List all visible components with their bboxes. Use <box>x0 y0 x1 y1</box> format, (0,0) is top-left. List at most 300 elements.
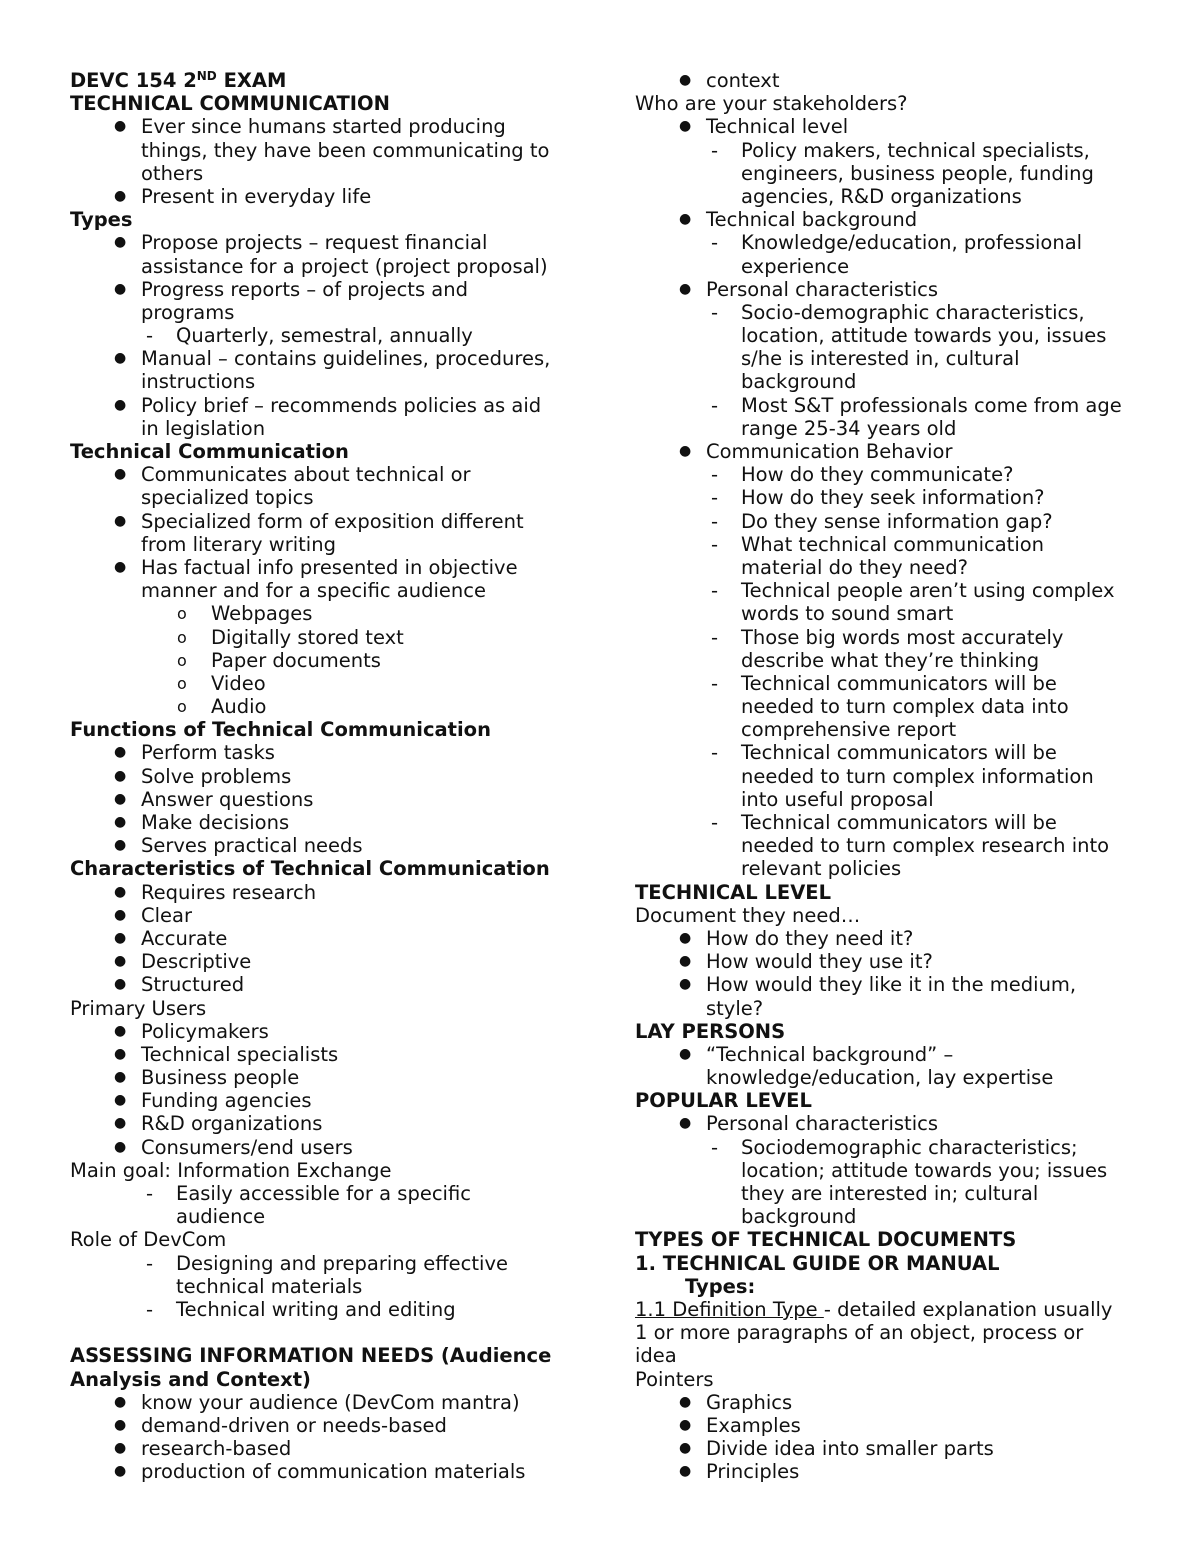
dash-item <box>70 1252 570 1275</box>
line-text: Technical communicators will be <box>741 671 1057 695</box>
bullet-continuation <box>70 139 570 162</box>
line-text: Personal characteristics <box>706 277 938 301</box>
dash-icon: - <box>711 300 719 324</box>
bullet-item <box>70 834 570 857</box>
bullet-icon: ● <box>679 118 692 135</box>
dash-continuation <box>635 556 1135 579</box>
dash-icon: - <box>711 741 719 765</box>
line-text: manner and for a specific audience <box>141 579 486 603</box>
bullet-icon: ● <box>679 953 692 970</box>
line-text: Designing and preparing effective <box>176 1251 508 1275</box>
dash-icon: - <box>711 579 719 603</box>
line-text: Manual – contains guidelines, procedures, <box>141 347 551 371</box>
bullet-icon: ● <box>114 350 127 367</box>
line-text: needed to turn complex research into <box>741 834 1110 858</box>
line-text: 1 or more paragraphs of an object, process or <box>635 1321 1084 1345</box>
text-line <box>635 904 1135 927</box>
line-text: Examples <box>706 1413 801 1437</box>
line-text: Progress reports – of projects and <box>141 277 468 301</box>
bullet-item <box>70 1089 570 1112</box>
text-line <box>635 1298 1135 1321</box>
line-text: R&D organizations <box>141 1112 323 1136</box>
line-text: Communication Behavior <box>706 440 953 463</box>
bullet-item <box>70 115 570 138</box>
bullet-item <box>70 904 570 927</box>
line-text: research-based <box>141 1437 292 1461</box>
dash-item <box>635 510 1135 533</box>
section-heading <box>70 1344 570 1367</box>
line-text: demand-driven or needs-based <box>141 1413 447 1437</box>
dash-item <box>635 1136 1135 1159</box>
bullet-icon: ● <box>679 280 692 297</box>
line-text: instructions <box>141 370 256 394</box>
bullet-icon: ● <box>679 1463 692 1480</box>
line-text: context <box>706 69 780 92</box>
bullet-icon: ● <box>114 1393 127 1410</box>
bullet-item <box>70 231 570 254</box>
bullet-item <box>70 1460 570 1483</box>
superscript: ND <box>196 69 217 83</box>
line-text: specialized topics <box>141 486 314 510</box>
circle-bullet-icon: o <box>177 697 187 717</box>
line-text: experience <box>741 254 850 278</box>
bullet-icon: ● <box>114 118 127 135</box>
bullet-icon: ● <box>114 512 127 529</box>
bullet-icon: ● <box>114 953 127 970</box>
line-text: style? <box>706 996 764 1020</box>
section-heading <box>70 69 570 92</box>
subsection-heading <box>635 1275 1135 1298</box>
line-text: Perform tasks <box>141 741 275 765</box>
line-text: material do they need? <box>741 555 968 579</box>
line-text: range 25-34 years old <box>741 416 957 440</box>
line-text: Has factual info presented in objective <box>141 555 518 579</box>
section-heading <box>70 1368 570 1391</box>
bullet-icon: ● <box>114 1092 127 1109</box>
dash-continuation <box>70 1205 570 1228</box>
bullet-item <box>70 278 570 301</box>
bullet-icon: ● <box>679 211 692 228</box>
circle-item <box>70 602 570 625</box>
line-text: TECHNICAL COMMUNICATION <box>70 92 390 116</box>
bullet-item <box>70 394 570 417</box>
bullet-icon: ● <box>679 1393 692 1410</box>
section-heading <box>70 208 570 231</box>
bullet-item <box>70 1112 570 1135</box>
line-text: Knowledge/education, professional <box>741 231 1083 255</box>
line-text: needed to turn complex data into <box>741 695 1069 719</box>
line-text: Consumers/end users <box>141 1135 353 1159</box>
line-text: Role of DevCom <box>70 1228 227 1252</box>
line-text: Functions of Technical Communication <box>70 718 491 742</box>
line-text: things, they have been communicating to <box>141 138 550 162</box>
bullet-icon: ● <box>114 1045 127 1062</box>
dash-continuation <box>635 1182 1135 1205</box>
line-text: Answer questions <box>141 787 314 811</box>
dash-continuation <box>635 324 1135 347</box>
bullet-item <box>70 741 570 764</box>
bullet-item <box>70 1136 570 1159</box>
line-text: needed to turn complex information <box>741 764 1094 788</box>
bullet-item <box>635 1414 1135 1437</box>
bullet-continuation <box>70 162 570 185</box>
line-text: Clear <box>141 903 192 927</box>
circle-item <box>70 695 570 718</box>
line-text: from literary writing <box>141 532 336 556</box>
dash-icon: - <box>711 625 719 649</box>
circle-bullet-icon: o <box>177 627 187 647</box>
line-text: Serves practical needs <box>141 834 363 858</box>
line-text: Funding agencies <box>141 1089 312 1113</box>
line-text: assistance for a project (project proposal) <box>141 254 548 278</box>
line-text: location, attitude towards you, issues <box>741 324 1107 348</box>
line-text: Business people <box>141 1066 300 1090</box>
dash-item <box>635 139 1135 162</box>
line-text: Policy makers, technical specialists, <box>741 138 1090 162</box>
line-text: engineers, business people, funding <box>741 161 1094 185</box>
line-text: Types: <box>685 1274 756 1298</box>
line-text: background <box>741 1205 857 1229</box>
line-text: Technical communicators will be <box>741 741 1057 765</box>
text-run: DEVC 154 2 <box>70 69 197 92</box>
dash-icon: - <box>711 671 719 695</box>
bullet-continuation <box>70 579 570 602</box>
line-text: Principles <box>706 1460 800 1484</box>
section-heading <box>635 1020 1135 1043</box>
bullet-icon: ● <box>114 1463 127 1480</box>
bullet-item <box>635 1437 1135 1460</box>
bullet-icon: ● <box>114 1440 127 1457</box>
line-text: words to sound smart <box>741 602 954 626</box>
bullet-item <box>635 1460 1135 1483</box>
dash-icon: - <box>711 231 719 255</box>
line-text: Types <box>70 208 133 232</box>
bullet-continuation <box>70 255 570 278</box>
line-text: Personal characteristics <box>706 1112 938 1136</box>
line-text: TYPES OF TECHNICAL DOCUMENTS <box>635 1228 1017 1252</box>
bullet-item <box>70 765 570 788</box>
line-text: s/he is interested in, cultural <box>741 347 1020 371</box>
section-heading <box>635 1089 1135 1112</box>
bullet-icon: ● <box>114 466 127 483</box>
bullet-item <box>70 1391 570 1414</box>
bullet-icon: ● <box>114 744 127 761</box>
line-text: Policymakers <box>141 1019 269 1043</box>
line-text: Solve problems <box>141 764 292 788</box>
line-text: programs <box>141 300 235 324</box>
line-text: Specialized form of exposition different <box>141 509 524 533</box>
bullet-continuation <box>70 417 570 440</box>
circle-item <box>70 626 570 649</box>
line-text: POPULAR LEVEL <box>635 1089 812 1113</box>
bullet-icon: ● <box>114 767 127 784</box>
bullet-item <box>70 1043 570 1066</box>
bullet-item <box>635 973 1135 996</box>
line-text: Main goal: Information Exchange <box>70 1158 392 1182</box>
bullet-icon: ● <box>679 72 692 88</box>
line-text: into useful proposal <box>741 787 934 811</box>
bullet-icon: ● <box>679 1045 692 1062</box>
section-heading <box>635 881 1135 904</box>
bullet-icon: ● <box>114 396 127 413</box>
bullet-icon: ● <box>114 837 127 854</box>
dash-icon: - <box>711 509 719 533</box>
circle-item <box>70 649 570 672</box>
bullet-icon: ● <box>679 1416 692 1433</box>
bullet-icon: ● <box>114 1416 127 1433</box>
dash-icon: - <box>711 486 719 510</box>
line-text: describe what they’re thinking <box>741 648 1040 672</box>
bullet-item <box>70 1066 570 1089</box>
bullet-icon: ● <box>114 187 127 204</box>
line-text: Policy brief – recommends policies as aid <box>141 393 542 417</box>
dash-item <box>635 394 1135 417</box>
line-text: How do they communicate? <box>741 463 1014 487</box>
line-text: Pointers <box>635 1367 714 1391</box>
line-text: Communicates about technical or <box>141 463 471 487</box>
line-text: Descriptive <box>141 950 252 974</box>
line-text: Digitally stored text <box>211 625 404 649</box>
line-text: Structured <box>141 973 245 997</box>
line-text: Technical communicators will be <box>741 811 1057 834</box>
bullet-icon: ● <box>114 234 127 251</box>
circle-bullet-icon: o <box>177 604 187 624</box>
bullet-icon: ● <box>114 790 127 807</box>
line-text: LAY PERSONS <box>635 1019 786 1043</box>
dash-item <box>635 626 1135 649</box>
line-text: comprehensive report <box>741 718 957 742</box>
section-heading <box>70 857 570 880</box>
bullet-item <box>70 463 570 486</box>
line-text: How do they need it? <box>706 926 914 950</box>
bullet-icon: ● <box>679 929 692 946</box>
line-text: Ever since humans started producing <box>141 115 506 139</box>
bullet-continuation <box>70 301 570 324</box>
dash-item <box>635 231 1135 254</box>
bullet-icon: ● <box>114 558 127 575</box>
line-text: Paper documents <box>211 648 381 672</box>
line-text: 1. TECHNICAL GUIDE OR MANUAL <box>635 1251 1000 1275</box>
line-text: Audio <box>211 695 267 719</box>
line-text: Easily accessible for a specific <box>176 1182 471 1205</box>
line-text: Present in everyday life <box>141 184 372 208</box>
dash-item <box>70 324 570 347</box>
dash-continuation <box>635 857 1135 880</box>
bullet-item <box>70 347 570 370</box>
dash-continuation <box>635 417 1135 440</box>
line-text: Graphics <box>706 1390 793 1414</box>
right-column <box>635 69 1135 1483</box>
line-text: How do they seek information? <box>741 486 1045 510</box>
dash-continuation <box>635 255 1135 278</box>
line-text: Most S&T professionals come from age <box>741 393 1122 417</box>
line-text: Webpages <box>211 602 313 626</box>
section-heading <box>635 1252 1135 1275</box>
dash-continuation <box>635 162 1135 185</box>
bullet-icon: ● <box>114 814 127 830</box>
bullet-item <box>635 208 1135 231</box>
dash-item <box>70 1182 570 1205</box>
line-text: ASSESSING INFORMATION NEEDS (Audience <box>70 1344 552 1368</box>
dash-continuation <box>635 718 1135 741</box>
bullet-icon: ● <box>114 1022 127 1039</box>
section-heading <box>635 1228 1135 1251</box>
circle-bullet-icon: o <box>177 650 187 670</box>
line-text: they are interested in; cultural <box>741 1182 1039 1205</box>
bullet-icon: ● <box>679 1115 692 1132</box>
text-line <box>70 997 570 1020</box>
line-text: Do they sense information gap? <box>741 509 1053 533</box>
bullet-item <box>635 1391 1135 1414</box>
bullet-continuation <box>70 533 570 556</box>
text-line <box>635 92 1135 115</box>
bullet-item <box>70 973 570 996</box>
bullet-item <box>70 927 570 950</box>
dash-icon: - <box>711 811 719 834</box>
dash-icon: - <box>711 393 719 417</box>
line-text: Technical level <box>706 115 849 139</box>
line-text: location; attitude towards you; issues <box>741 1158 1108 1182</box>
line-text: Technical people aren’t using complex <box>741 579 1115 603</box>
bullet-item <box>635 1112 1135 1135</box>
text-run: EXAM <box>216 69 287 92</box>
dash-continuation <box>70 1275 570 1298</box>
line-text: idea <box>635 1344 677 1368</box>
dash-item <box>70 1298 570 1321</box>
line-text: Accurate <box>141 926 228 950</box>
dash-item <box>635 533 1135 556</box>
line-text: background <box>741 370 857 394</box>
bullet-icon: ● <box>114 1138 127 1155</box>
bullet-item <box>70 811 570 834</box>
text-line <box>635 1321 1135 1344</box>
line-text: What technical communication <box>741 532 1045 556</box>
bullet-item <box>70 556 570 579</box>
bullet-item <box>70 1437 570 1460</box>
bullet-item <box>70 788 570 811</box>
line-text: Primary Users <box>70 996 207 1020</box>
line-text: Technical background <box>706 208 918 232</box>
bullet-icon: ● <box>114 883 127 900</box>
dash-continuation <box>635 347 1135 370</box>
dash-icon: - <box>711 138 719 162</box>
dash-continuation <box>635 695 1135 718</box>
line-text: How would they like it in the medium, <box>706 973 1077 997</box>
dash-continuation <box>635 1159 1135 1182</box>
dash-item <box>635 672 1135 695</box>
bullet-item <box>635 69 1135 92</box>
line-text: Quarterly, semestral, annually <box>176 324 473 348</box>
bullet-icon: ● <box>114 280 127 297</box>
circle-bullet-icon: o <box>177 673 187 693</box>
circle-item <box>70 672 570 695</box>
dash-item <box>635 811 1135 834</box>
line-text: Technical specialists <box>141 1042 339 1066</box>
dash-item <box>635 301 1135 324</box>
dash-icon: - <box>146 1251 154 1275</box>
line-text: Document they need… <box>635 903 861 927</box>
bullet-item <box>635 440 1135 463</box>
line-text: relevant policies <box>741 857 902 881</box>
dash-continuation <box>635 1205 1135 1228</box>
line-text: knowledge/education, lay expertise <box>706 1066 1054 1090</box>
bullet-item <box>635 927 1135 950</box>
section-heading <box>70 440 570 463</box>
line-text: audience <box>176 1205 266 1229</box>
left-column <box>70 69 570 1483</box>
dash-continuation <box>635 649 1135 672</box>
dash-icon: - <box>146 324 154 348</box>
bullet-item <box>635 278 1135 301</box>
blank-line <box>70 1321 570 1344</box>
line-text: Technical writing and editing <box>176 1297 456 1321</box>
line-text: Characteristics of Technical Communication <box>70 857 550 881</box>
bullet-continuation <box>70 370 570 393</box>
line-text: in legislation <box>141 416 266 440</box>
line-text: Requires research <box>141 880 317 904</box>
text-line <box>635 1368 1135 1391</box>
line-text: How would they use it? <box>706 950 933 974</box>
dash-continuation <box>635 602 1135 625</box>
bullet-icon: ● <box>114 1115 127 1132</box>
section-heading <box>70 92 570 115</box>
bullet-item <box>70 185 570 208</box>
text-line <box>70 1159 570 1182</box>
bullet-item <box>635 950 1135 973</box>
dash-icon: - <box>146 1297 154 1321</box>
line-text: TECHNICAL LEVEL <box>635 880 832 904</box>
text-run: - detailed explanation usually <box>823 1297 1113 1321</box>
text-run: 1.1 Definition Type <box>635 1297 824 1321</box>
dash-item <box>635 741 1135 764</box>
line-text: know your audience (DevCom mantra) <box>141 1390 520 1414</box>
bullet-icon: ● <box>679 976 692 993</box>
line-text: agencies, R&D organizations <box>741 184 1022 208</box>
bullet-item <box>70 1414 570 1437</box>
bullet-item <box>635 115 1135 138</box>
bullet-icon: ● <box>679 443 692 459</box>
line-text: others <box>141 161 204 185</box>
bullet-icon: ● <box>679 1440 692 1457</box>
dash-continuation <box>635 834 1135 857</box>
text-line <box>635 1344 1135 1367</box>
bullet-item <box>70 510 570 533</box>
dash-continuation <box>635 370 1135 393</box>
line-text: Who are your stakeholders? <box>635 92 908 116</box>
line-text: Socio-demographic characteristics, <box>741 300 1085 324</box>
dash-item <box>635 486 1135 509</box>
line-text: Sociodemographic characteristics; <box>741 1135 1078 1159</box>
line-text: production of communication materials <box>141 1460 526 1484</box>
dash-icon: - <box>146 1182 154 1205</box>
bullet-icon: ● <box>114 906 127 923</box>
dash-continuation <box>635 765 1135 788</box>
bullet-item <box>635 1043 1135 1066</box>
line-text: Technical Communication <box>70 440 349 463</box>
line-text: Analysis and Context) <box>70 1367 311 1391</box>
bullet-item <box>70 1020 570 1043</box>
bullet-item <box>70 950 570 973</box>
dash-icon: - <box>711 463 719 487</box>
section-heading <box>70 718 570 741</box>
dash-continuation <box>635 788 1135 811</box>
bullet-icon: ● <box>114 976 127 993</box>
dash-icon: - <box>711 532 719 556</box>
dash-icon: - <box>711 1135 719 1159</box>
line-text: “Technical background” – <box>706 1042 954 1066</box>
bullet-icon: ● <box>114 1069 127 1086</box>
bullet-continuation <box>70 486 570 509</box>
